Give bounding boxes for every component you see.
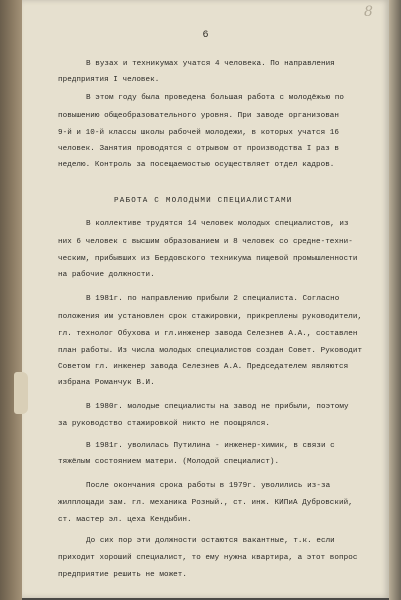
text-line: предприятия I человек. bbox=[58, 76, 160, 84]
text-line: В 1981г. уволилась Путилина - инженер-химик, в связи с bbox=[86, 442, 335, 450]
text-line: гл. технолог Обухова и гл.инженер завода Селезнев А.А., составлен bbox=[58, 330, 358, 338]
section-heading: РАБОТА С МОЛОДЫМИ СПЕЦИАЛИСТАМИ bbox=[114, 197, 293, 205]
text-line: ст. мастер эл. цеха Кендыбин. bbox=[58, 516, 192, 524]
paper-tear bbox=[14, 372, 28, 414]
text-line: В вузах и техникумах учатся 4 человека. По направления bbox=[86, 60, 335, 68]
text-line: на рабочие должности. bbox=[58, 271, 155, 279]
text-line: неделю. Контроль за посещаемостью осуществляет отдел кадров. bbox=[58, 161, 335, 169]
text-line: них 6 человек с высшим образованием и 8 человек со средне-техни- bbox=[58, 238, 353, 246]
page-edge-shadow bbox=[389, 0, 401, 600]
page-number: 6 bbox=[202, 30, 209, 41]
text-line: В этом году была проведена большая работа с молодёжью по bbox=[86, 94, 344, 102]
text-line: В 1981г. по направлению прибыли 2 специалиста. Согласно bbox=[86, 295, 340, 303]
text-line: Советом гл. инженер завода Селезнев А.А. Председателем являются bbox=[58, 363, 349, 371]
text-line: жилплощади зам. гл. механика Розный., ст. инж. КИПиА Дубровский, bbox=[58, 499, 353, 507]
document-page bbox=[22, 0, 389, 598]
text-line: предприятие решить не может. bbox=[58, 571, 187, 579]
text-line: повышению общеобразовательного уровня. При заводе организован bbox=[58, 112, 340, 120]
text-line: 9-й и 10-й классы школы рабочей молодежи, в которых учатся 16 bbox=[58, 129, 340, 137]
text-line: В 1980г. молодые специалисты на завод не прибыли, поэтому bbox=[86, 403, 349, 411]
text-line: человек. Занятия проводятся с отрывом от производства I раз в bbox=[58, 145, 340, 153]
text-line: за руководство стажировкой никто не поощрялся. bbox=[58, 420, 270, 428]
text-line: план работы. Из числа молодых специалистов создан Совет. Руководит bbox=[58, 347, 363, 355]
text-line: приходит хороший специалист, то ему нужна квартира, а этот вопрос bbox=[58, 554, 358, 562]
binding-board bbox=[0, 0, 22, 600]
text-line: избрана Романчук В.И. bbox=[58, 379, 155, 387]
text-line: положения им установлен срок стажировки, прикреплены руководители, bbox=[58, 313, 363, 321]
text-line: После окончания срока работы в 1979г. уволились из-за bbox=[86, 482, 331, 490]
text-line: тяжёлым состоянием матери. (Молодой специалист). bbox=[58, 458, 280, 466]
text-line: До сих пор эти должности остаются вакантные, т.к. если bbox=[86, 537, 335, 545]
text-line: ческим, прибывших из Бердовского техникума пищевой промышленности bbox=[58, 255, 358, 263]
archive-page-mark: 8 bbox=[364, 4, 373, 20]
text-line: В коллективе трудятся 14 человек молодых специалистов, из bbox=[86, 220, 349, 228]
